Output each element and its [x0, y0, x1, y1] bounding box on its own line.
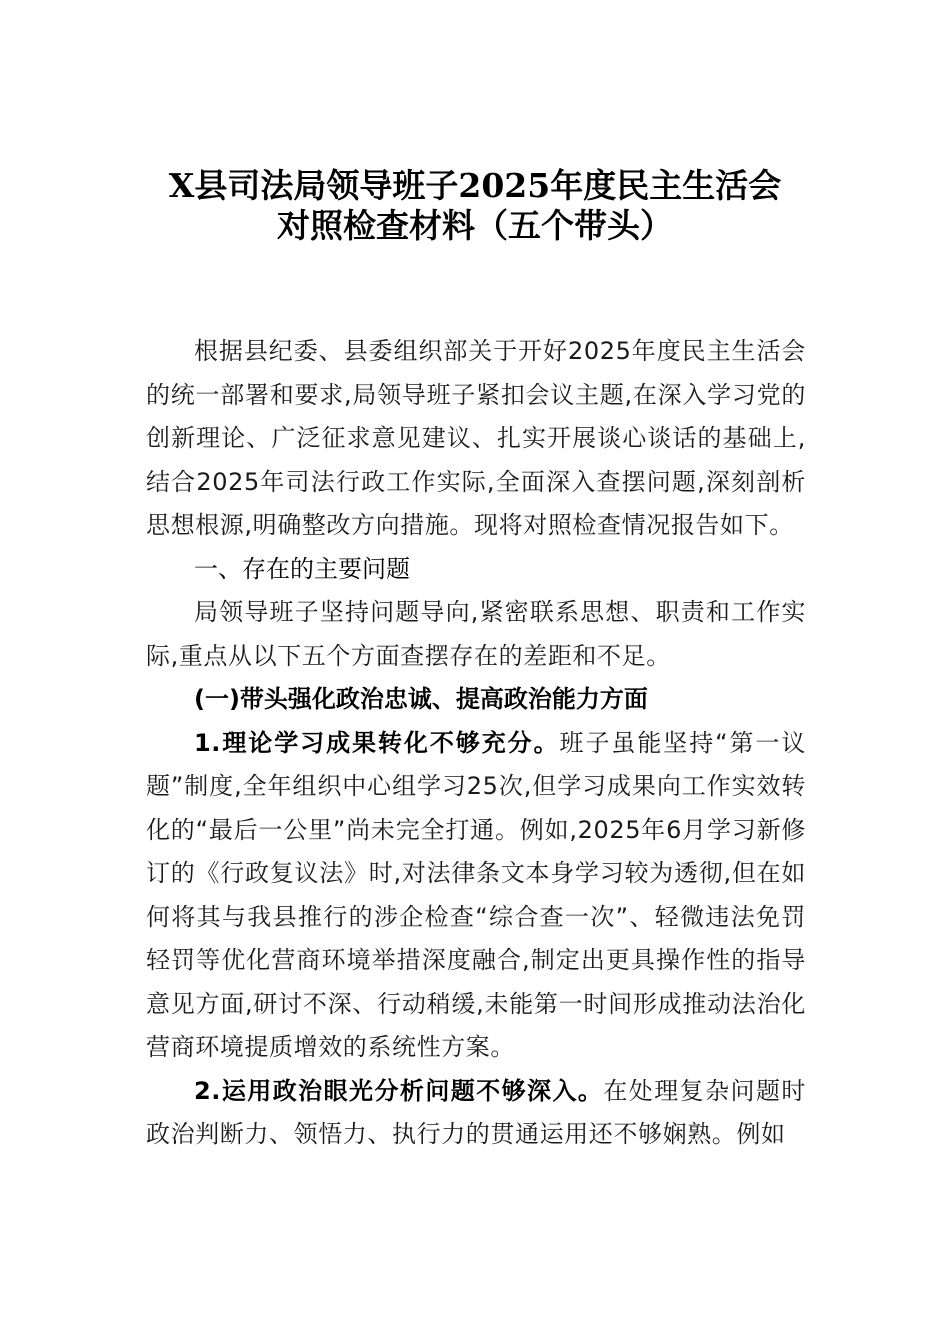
section-lead-paragraph: 局领导班子坚持问题导向,紧密联系思想、职责和工作实际,重点从以下五个方面查摆存在的差距和不足。	[146, 598, 806, 670]
issue-text-1: 班子虽能坚持“第一议题”制度,全年组织中心组学习25次,但学习成果向工作实效转化的“最后一公里”尚未完全打通。例如,2025年6月学习新修订的《行政复议法》时,对法律条文本身学习较为透彻,但在如何将其与我县推行的涉企检查“综合查一次”、轻微违法免罚轻罚等优化营商环境举措深度融合,制定出更具操作性的指导意见方面,研讨不深、行动稍缓,未能第一时间形成推动法治化营商环境提质增效的系统性方案。	[146, 728, 806, 1061]
document-title-line-2: 对照检查材料（五个带头）	[277, 206, 673, 245]
section-heading: 一、存在的主要问题	[194, 554, 410, 583]
issue-paragraph-2	[146, 1070, 806, 1157]
document-body	[146, 330, 806, 1157]
issue-text-2: 在处理复杂问题时政治判断力、领悟力、执行力的贯通运用还不够娴熟。例如	[146, 1076, 806, 1148]
subsection-heading: (一)带头强化政治忠诚、提高政治能力方面	[194, 685, 648, 713]
issue-title-1: 1.理论学习成果转化不够充分。	[194, 728, 560, 757]
document-title-line-1: X县司法局领导班子2025年度民主生活会	[168, 166, 782, 205]
issue-paragraph-1	[146, 722, 806, 1070]
issue-title-2: 2.运用政治眼光分析问题不够深入。	[194, 1076, 604, 1105]
intro-paragraph: 根据县纪委、县委组织部关于开好2025年度民主生活会的统一部署和要求,局领导班子紧扣会议主题,在深入学习党的创新理论、广泛征求意见建议、扎实开展谈心谈话的基础上,结合2025年司法行政工作实际,全面深入查摆问题,深刻剖析思想根源,明确整改方向措施。现将对照检查情况报告如下。	[146, 337, 806, 539]
